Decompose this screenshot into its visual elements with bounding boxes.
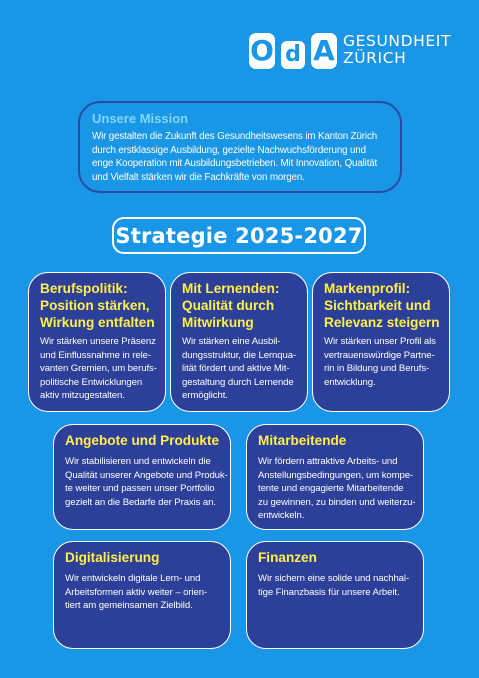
card-body	[65, 572, 222, 613]
card-body-line: zu gewinnen, zu binden und weiterzu-	[258, 496, 416, 508]
card-body-line: Wir stärken unsere Präsenz	[40, 336, 156, 347]
card-body-line: Anstellungsbedingungen, um kompe-	[258, 469, 414, 481]
mission-line: durch erstklassige Ausbildung, gezielte Nachwuchsförderung und	[92, 144, 366, 156]
mission-line: enge Kooperation mit Ausbildungsbetrieben. Mit Innovation, Qualität	[92, 158, 378, 169]
card-body-line: Wir stärken unser Profil als	[324, 336, 436, 347]
card-title	[65, 432, 222, 449]
logo-letter-a: A	[311, 33, 337, 69]
card-title	[182, 280, 299, 331]
card-title-line: Mitwirkung	[182, 315, 254, 330]
card-title-line: Mit Lernenden:	[182, 281, 280, 296]
mission-text	[92, 130, 388, 184]
card-body-line: tente und engagierte Mitarbeitende	[258, 483, 404, 495]
card-body-line: und Einflussnahme in rele-	[40, 349, 151, 361]
card-body-line: politische Entwicklungen	[40, 376, 143, 388]
card-title-line: Angebote und Produkte	[65, 433, 220, 448]
card-title-line: Sichtbarkeit und	[324, 298, 431, 313]
oda-logo-mark	[249, 32, 337, 70]
card-title	[65, 549, 222, 566]
card-body-line: dungsstruktur, die Lernqua-	[182, 349, 297, 361]
card-title-line: Finanzen	[258, 550, 317, 565]
card-body-line: te weiter und passen unser Portfolio	[65, 483, 215, 495]
card-body	[65, 455, 228, 509]
card-body-line: Wir entwickeln digitale Lern- und	[65, 573, 201, 584]
strategy-card-mitarbeitende	[246, 424, 424, 530]
card-body	[324, 335, 441, 389]
logo-line-zuerich: ZÜRICH	[343, 49, 407, 67]
card-body-line: Wir sichern eine solide und nachhal-	[258, 573, 410, 584]
strategy-card-lernende	[170, 272, 308, 412]
strategy-heading: Strategie 2025-2027	[112, 217, 366, 254]
mission-line: und Vielfalt stärken wir die Fachkräfte von morgen.	[92, 171, 305, 183]
card-title-line: Wirkung entfalten	[40, 315, 155, 330]
card-body-line: aktiv mitzugestalten.	[40, 390, 125, 402]
card-body-line: Wir fördern attraktive Arbeits- und	[258, 456, 398, 467]
card-body-line: entwickeln.	[258, 510, 305, 522]
card-title-line: Qualität durch	[182, 298, 275, 313]
card-title	[258, 432, 415, 449]
card-title-line: Digitalisierung	[65, 550, 160, 565]
mission-title: Unsere Mission	[92, 111, 189, 126]
logo-letter-d: d	[281, 41, 305, 69]
card-body-line: tiert am gemeinsamen Zielbild.	[65, 600, 193, 612]
card-body-line: Arbeitsformen aktiv weiter – orien-	[65, 586, 208, 598]
card-title-line: Mitarbeitende	[258, 433, 347, 448]
card-title-line: Markenprofil:	[324, 281, 411, 296]
strategy-card-digitalisierung	[53, 541, 231, 649]
card-body-line: gezielt an die Bedarfe der Praxis an.	[65, 496, 216, 508]
card-title-line: Berufspolitik:	[40, 281, 128, 296]
card-body-line: Qualität unserer Angebote und Produk-	[65, 469, 228, 481]
strategy-card-angebote	[53, 424, 231, 530]
card-title	[324, 280, 441, 331]
card-title-line: Relevanz steigern	[324, 315, 440, 330]
card-body	[258, 572, 415, 599]
card-body-line: vertrauenswürdige Partne-	[324, 349, 435, 361]
card-title-line: Position stärken,	[40, 298, 150, 313]
logo-letter-o: O	[250, 34, 274, 67]
card-body-line: lität fördert und aktive Mit-	[182, 363, 290, 375]
strategy-card-markenprofil	[312, 272, 450, 412]
logo-line-gesundheit: GESUNDHEIT	[343, 32, 452, 50]
card-body	[182, 335, 299, 403]
card-body-line: rin in Bildung und Berufs-	[324, 363, 430, 375]
logo-wordmark	[343, 33, 463, 67]
card-body-line: entwicklung.	[324, 376, 376, 388]
card-body-line: gestaltung durch Lernende	[182, 376, 294, 388]
card-body	[40, 335, 157, 403]
card-body-line: Wir stabilisieren und entwickeln die	[65, 456, 211, 467]
card-body	[258, 455, 415, 523]
card-body-line: tige Finanzbasis für unsere Arbeit.	[258, 586, 400, 598]
card-title	[258, 549, 415, 566]
card-body-line: ermöglicht.	[182, 390, 228, 402]
card-body-line: Wir stärken eine Ausbil-	[182, 336, 281, 347]
strategy-card-finanzen	[246, 541, 424, 649]
mission-line: Wir gestalten die Zukunft des Gesundheitswesens im Kanton Zürich	[92, 131, 377, 142]
card-body-line: vanten Gremien, um berufs-	[40, 363, 157, 375]
card-title	[40, 280, 157, 331]
mission-box	[78, 101, 402, 193]
strategy-card-berufspolitik	[28, 272, 166, 412]
